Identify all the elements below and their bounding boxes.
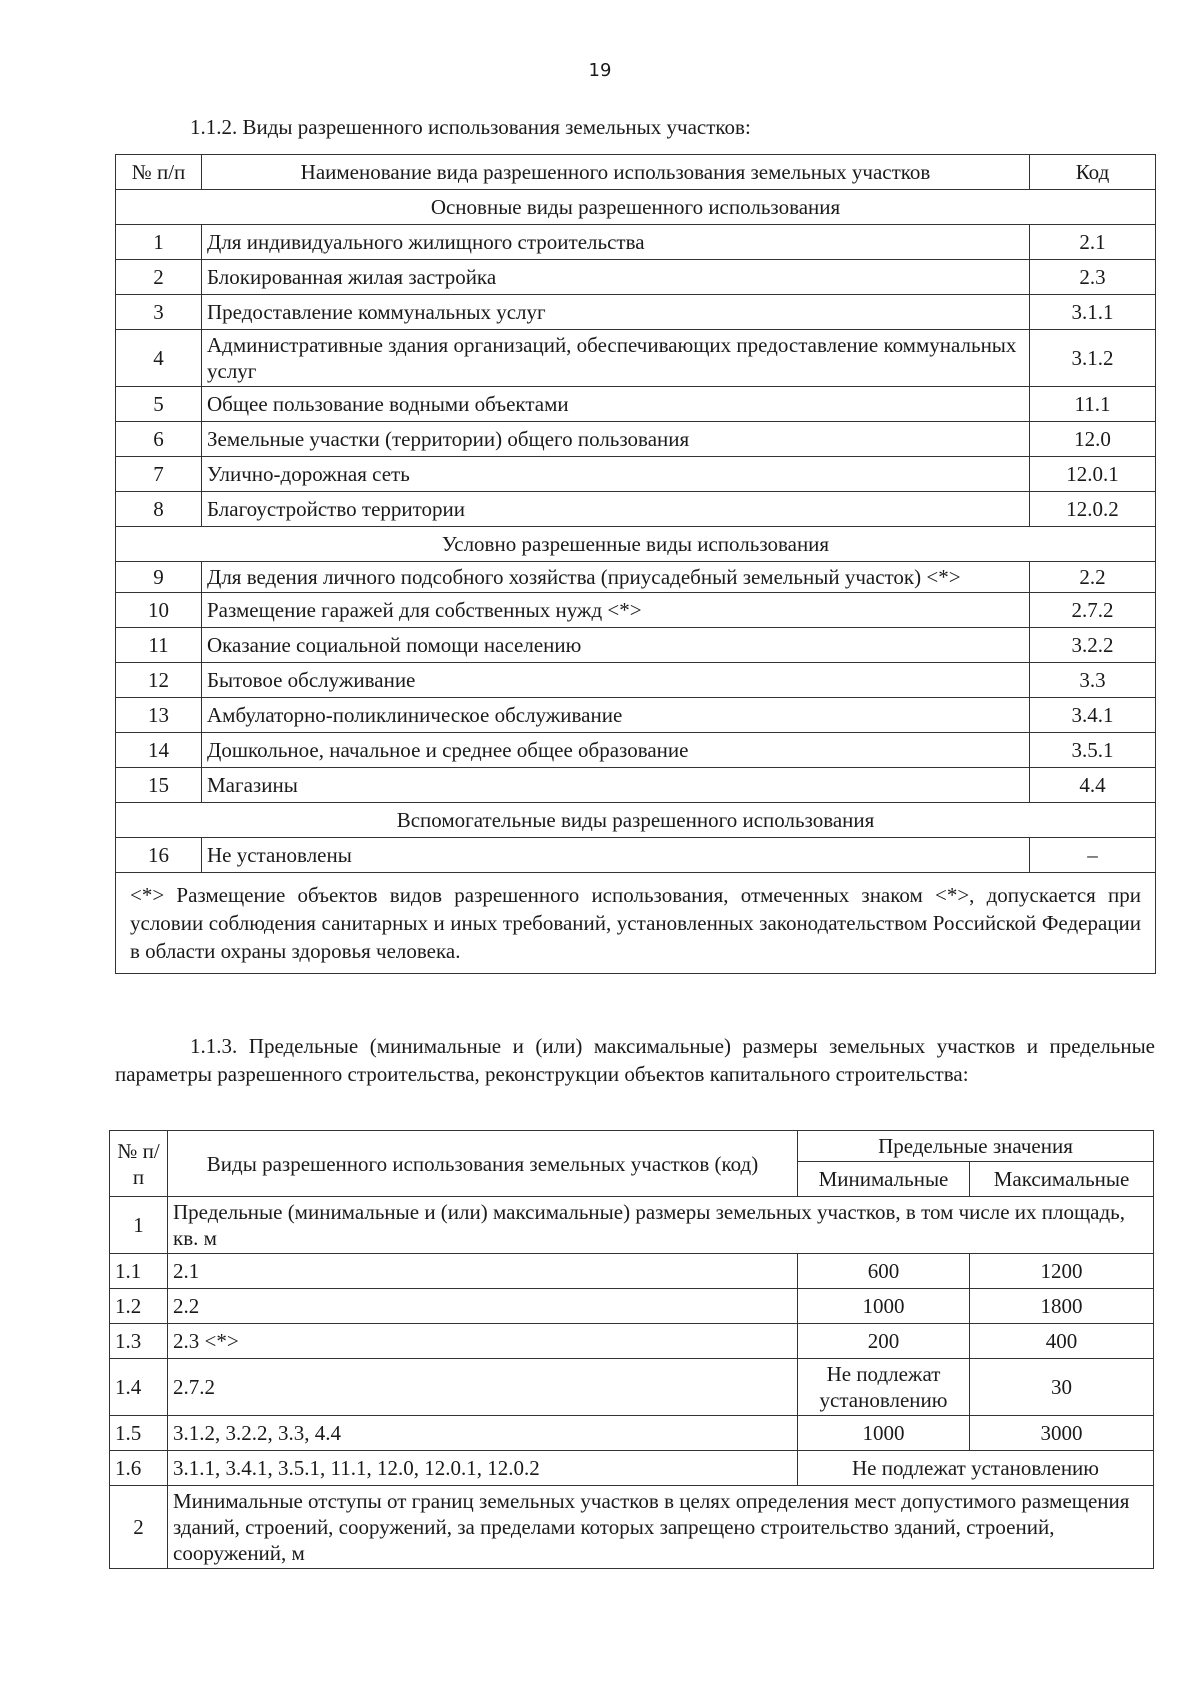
row-name: Для индивидуального жилищного строительства [202,225,1030,260]
row-max: 1200 [970,1254,1154,1289]
row-max: 3000 [970,1416,1154,1451]
header-max: Максимальные [970,1162,1154,1197]
section-heading-1-1-3: 1.1.3. Предельные (минимальные и (или) максимальные) размеры земельных участков и предельные параметры разрешенного строительства, реконструкции объектов капитального строительства: [115,1034,1155,1086]
row-num: 5 [116,387,202,422]
row-code: 2.2 [1030,562,1156,593]
row-num: 1.1 [110,1254,168,1289]
row-code: 3.2.2 [1030,628,1156,663]
row-code: 2.1 [168,1254,798,1289]
row-num: 1.6 [110,1451,168,1486]
row-max: 30 [970,1359,1154,1416]
row-num: 1.3 [110,1324,168,1359]
row-name: Предоставление коммунальных услуг [202,295,1030,330]
row-code: 2.3 <*> [168,1324,798,1359]
row-code: 3.1.1 [1030,295,1156,330]
row-num: 13 [116,698,202,733]
group-main-label: Основные виды разрешенного использования [116,190,1156,225]
header-type: Виды разрешенного использования земельных участков (код) [168,1131,798,1197]
header-name: Наименование вида разрешенного использования земельных участков [202,155,1030,190]
table-row [110,1289,1154,1324]
table-header-row [116,155,1156,190]
row-name: Административные здания организаций, обеспечивающих предоставление коммунальных услуг [202,330,1030,387]
row-max: 400 [970,1324,1154,1359]
table-row [110,1359,1154,1416]
row-min: 1000 [798,1416,970,1451]
row-num: 9 [116,562,202,593]
row-code: – [1030,838,1156,873]
row-text: Минимальные отступы от границ земельных участков в целях определения мест допустимого размещения зданий, строений, сооружений, за пределами которых запрещено строительство зданий, строений, сооружений, м [168,1486,1154,1569]
row-num: 1.4 [110,1359,168,1416]
row-num: 1.5 [110,1416,168,1451]
row-min: 1000 [798,1289,970,1324]
row-code: 3.5.1 [1030,733,1156,768]
row-code: 12.0 [1030,422,1156,457]
note-row [116,873,1156,974]
row-num: 12 [116,663,202,698]
table-row [110,1451,1154,1486]
group-conditional-label: Условно разрешенные виды использования [116,527,1156,562]
table-row [116,663,1156,698]
row-code: 2.7.2 [168,1359,798,1416]
group-row-conditional [116,527,1156,562]
row-name: Улично-дорожная сеть [202,457,1030,492]
row-name: Благоустройство территории [202,492,1030,527]
row-num: 2 [116,260,202,295]
group-row-auxiliary [116,803,1156,838]
row-value: Не подлежат установлению [798,1451,1154,1486]
table-row [110,1416,1154,1451]
row-text: Предельные (минимальные и (или) максимальные) размеры земельных участков, в том числе их площадь, кв. м [168,1197,1154,1254]
header-num: № п/п [116,155,202,190]
row-num: 6 [116,422,202,457]
row-name: Оказание социальной помощи населению [202,628,1030,663]
table-row [116,330,1156,387]
row-num: 8 [116,492,202,527]
table-row [116,768,1156,803]
row-code: 2.7.2 [1030,593,1156,628]
row-code: 2.2 [168,1289,798,1324]
limits-header-row-1 [110,1131,1154,1162]
row-num: 15 [116,768,202,803]
table-row [116,225,1156,260]
table-row [116,733,1156,768]
row-min: 600 [798,1254,970,1289]
table-row [116,260,1156,295]
table-row [116,562,1156,593]
table-row [116,492,1156,527]
row-name: Магазины [202,768,1030,803]
row-code: 11.1 [1030,387,1156,422]
row-num: 1 [116,225,202,260]
table-row [110,1197,1154,1254]
header-limits: Предельные значения [798,1131,1154,1162]
row-num: 1.2 [110,1289,168,1324]
row-name: Не установлены [202,838,1030,873]
row-num: 1 [110,1197,168,1254]
row-name: Бытовое обслуживание [202,663,1030,698]
row-code: 3.3 [1030,663,1156,698]
header-min: Минимальные [798,1162,970,1197]
header-num: № п/п [110,1131,168,1197]
row-code: 3.1.2, 3.2.2, 3.3, 4.4 [168,1416,798,1451]
row-code: 3.4.1 [1030,698,1156,733]
row-code: 12.0.2 [1030,492,1156,527]
group-auxiliary-label: Вспомогательные виды разрешенного использования [116,803,1156,838]
table-row [110,1254,1154,1289]
row-code: 2.3 [1030,260,1156,295]
header-code: Код [1030,155,1156,190]
row-num: 10 [116,593,202,628]
permitted-use-table [115,154,1156,974]
row-num: 3 [116,295,202,330]
table-row [116,593,1156,628]
row-code: 3.1.1, 3.4.1, 3.5.1, 11.1, 12.0, 12.0.1, 12.0.2 [168,1451,798,1486]
table-row [116,295,1156,330]
row-min: Не подлежат установлению [798,1359,970,1416]
row-num: 16 [116,838,202,873]
table-row [116,838,1156,873]
row-num: 14 [116,733,202,768]
limits-table [109,1130,1154,1569]
row-name: Общее пользование водными объектами [202,387,1030,422]
table-row [116,628,1156,663]
row-min: 200 [798,1324,970,1359]
row-code: 4.4 [1030,768,1156,803]
row-num: 2 [110,1486,168,1569]
table-row [116,387,1156,422]
table-row [116,698,1156,733]
table-row [116,422,1156,457]
row-num: 11 [116,628,202,663]
row-code: 2.1 [1030,225,1156,260]
group-row-main [116,190,1156,225]
row-name: Блокированная жилая застройка [202,260,1030,295]
table-row [110,1324,1154,1359]
table-footnote: <*> Размещение объектов видов разрешенного использования, отмеченных знаком <*>, допускается при условии соблюдения санитарных и иных требований, установленных законодательством Российской Федерации в области охраны здоровья человека. [116,873,1156,974]
row-code: 12.0.1 [1030,457,1156,492]
table-row [110,1486,1154,1569]
row-num: 4 [116,330,202,387]
row-name: Амбулаторно-поликлиническое обслуживание [202,698,1030,733]
row-num: 7 [116,457,202,492]
row-name: Размещение гаражей для собственных нужд <*> [202,593,1030,628]
row-name: Земельные участки (территории) общего пользования [202,422,1030,457]
row-max: 1800 [970,1289,1154,1324]
section-heading-1-1-2: 1.1.2. Виды разрешенного использования земельных участков: [190,115,751,139]
row-code: 3.1.2 [1030,330,1156,387]
table-row [116,457,1156,492]
page-number: 19 [588,60,612,81]
row-name: Для ведения личного подсобного хозяйства (приусадебный земельный участок) <*> [202,562,1030,593]
row-name: Дошкольное, начальное и среднее общее образование [202,733,1030,768]
